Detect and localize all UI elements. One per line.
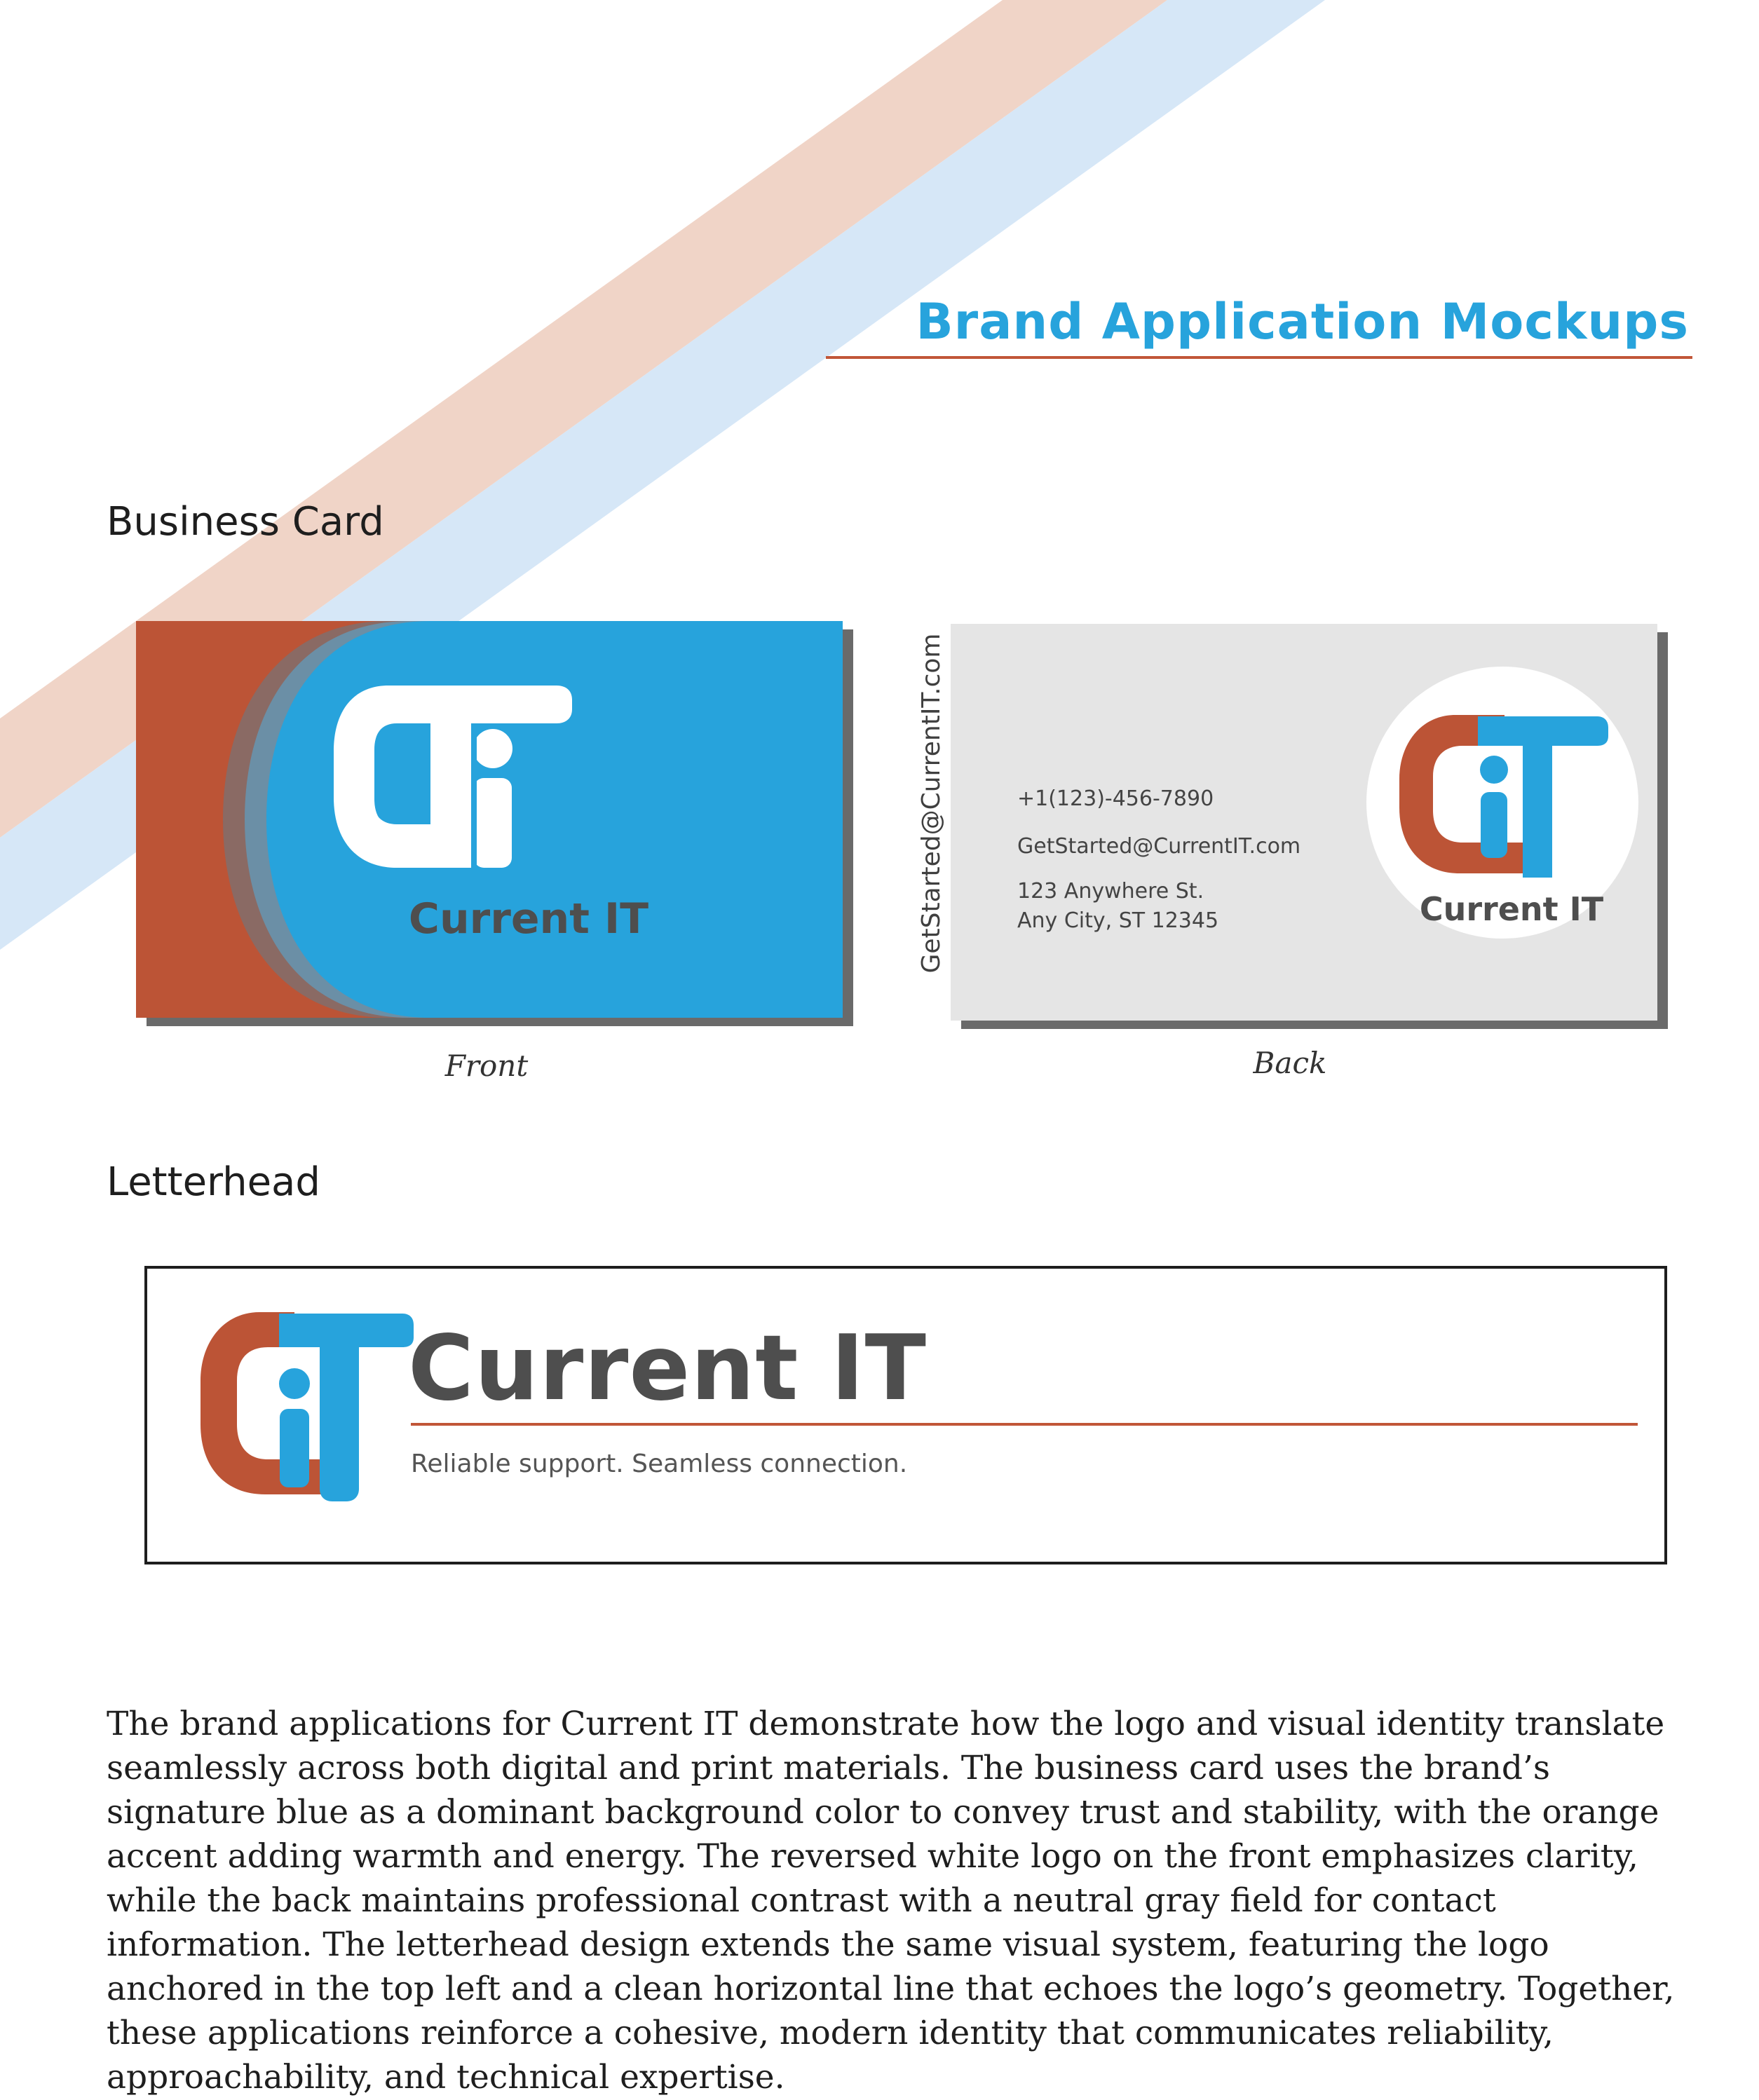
letterhead-rule <box>411 1423 1638 1426</box>
business-card-back <box>951 624 1657 1021</box>
card-back-email: GetStarted@CurrentIT.com <box>1017 834 1301 859</box>
letterhead-mockup <box>144 1266 1667 1564</box>
letterhead-tagline: Reliable support. Seamless connection. <box>411 1450 908 1478</box>
card-back-brand-name: Current IT <box>1419 890 1604 928</box>
card-back-phone: +1(123)-456-7890 <box>1017 786 1214 811</box>
card-back-caption: Back <box>1253 1046 1327 1080</box>
card-front-email: GetStarted@CurrentIT.com <box>917 633 946 974</box>
letterhead-brand-name: Current IT <box>408 1316 927 1421</box>
card-front-caption: Front <box>444 1049 529 1083</box>
front-logo-icon <box>136 621 843 1018</box>
page-title: Brand Application Mockups <box>916 293 1689 350</box>
section-heading-business-card: Business Card <box>107 499 384 545</box>
section-heading-letterhead: Letterhead <box>107 1159 320 1205</box>
card-front-brand-name: Current IT <box>408 894 649 943</box>
body-paragraph: The brand applications for Current IT demonstrate how the logo and visual identity translate seamlessly across both digital and print materials. The business card uses the brand’s signature blue as a dominant background color to convey trust and stability, with the orange accent adding warmth and energy. The reversed white logo on the front emphasizes clarity, while the back maintains professional contrast with a neutral gray field for contact information. The letterhead design extends the same visual system, featuring the logo anchored in the top left and a clean horizontal line that echoes the logo’s geometry. Together, these applications reinforce a cohesive, modern identity that communicates reliability, approachability, and technical expertise. <box>107 1705 1675 2096</box>
title-underline <box>826 356 1692 359</box>
card-back-address-line1: 123 Anywhere St. <box>1017 879 1204 904</box>
business-card-front <box>136 621 946 1018</box>
card-back-address-line2: Any City, ST 12345 <box>1017 908 1219 933</box>
card-back-graphic <box>951 624 1657 1021</box>
